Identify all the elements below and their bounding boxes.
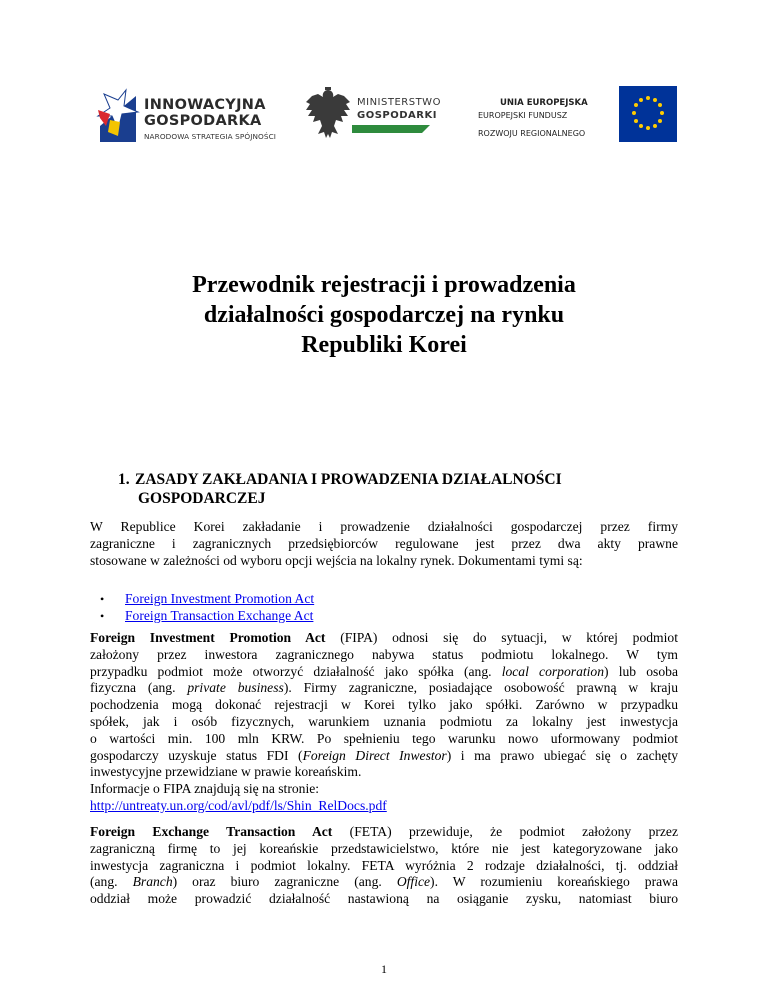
feta-line-1-text: (FETA) przewiduje, że podmiot założony przez (332, 824, 678, 839)
private-business-term: private business (187, 680, 284, 696)
unia-europejska-text: UNIA EUROPEJSKA (500, 98, 588, 108)
intro-line-1: W Republice Korei zakładanie i prowadzenie działalności gospodarczej przez firmy (90, 519, 678, 534)
feta-term: Foreign Exchange Transaction Act (90, 824, 333, 839)
intro-line-2: zagraniczne i zagranicznych przedsiębiorców regulowane jest przez dwa akty prawne (90, 535, 678, 551)
fipa-line-2: założony przez inwestora zagranicznego nabywa status podmiotu lokalnego. W tym (90, 646, 678, 662)
feta-line-5: oddział może prowadzić działalność nastawioną na osiąganie zysku, natomiast biuro (90, 891, 678, 907)
list-item (90, 591, 678, 608)
fipa-line-3-a: przypadku podmiot może otworzyć działalność jako spółka (ang. (90, 663, 502, 679)
fipa-line-4 (90, 680, 678, 697)
ministerstwo-text: MINISTERSTWO (357, 97, 441, 108)
fipa-line-9: inwestycyjne przewidziane w prawie koreańskim. (90, 764, 362, 780)
branch-term: Branch (132, 874, 173, 890)
title-line-1: Przewodnik rejestracji i prowadzenia (192, 272, 576, 298)
fipa-line-3 (90, 664, 678, 681)
feta-line-4 (90, 874, 678, 891)
intro-paragraph (90, 519, 678, 569)
section-number: 1. (118, 471, 130, 488)
innowacyjna-gospodarka-logo (96, 86, 276, 142)
fipa-line-1-text: (FIPA) odnosi się do sytuacji, w której podmiot (325, 630, 678, 645)
fipa-line-8-a: gospodarczy uzyskuje status FDI ( (90, 747, 303, 763)
eagle-emblem-icon (304, 86, 352, 142)
fipa-line-4-b: ). Firmy zagraniczne, posiadające osobowość prawną w kraju (283, 680, 678, 696)
fipa-url-link[interactable]: http://untreaty.un.org/cod/avl/pdf/ls/Shin_RelDocs.pdf (90, 797, 387, 813)
local-corporation-term: local corporation (501, 663, 605, 679)
gospodarka-text: GOSPODARKA (144, 113, 262, 129)
fipa-term: Foreign Investment Promotion Act (90, 630, 326, 645)
office-term: Office (396, 874, 431, 890)
innowacyjna-text: INNOWACYJNA (144, 97, 266, 113)
strategia-text: NARODOWA STRATEGIA SPÓJNOŚCI (144, 132, 277, 141)
fipa-line-8-b: ) i ma prawo ubiegać się o zachęty (446, 747, 679, 763)
feta-line-4-c: ). W rozumieniu koreańskiego prawa (430, 874, 679, 890)
fipa-line-1 (90, 630, 678, 647)
section-heading-line-2: GOSPODARCZEJ (138, 490, 266, 507)
title-line-3: Republiki Korei (301, 332, 467, 358)
fipa-line-4-a: fizyczna (ang. (90, 680, 188, 696)
fipa-line-8 (90, 748, 678, 765)
innowacyjna-gospodarka-emblem (96, 86, 140, 142)
gospodarki-text: GOSPODARKI (357, 110, 437, 121)
feta-line-4-a: (ang. (90, 874, 133, 890)
fipa-line-5: pochodzenia mogą dokonać rejestracji w Korei tylko jako spółki. Zarówno w przypadku (90, 697, 678, 713)
acts-list (90, 591, 678, 625)
green-bar-shape (352, 125, 430, 133)
document-title (0, 270, 768, 360)
bullet-icon: • (100, 592, 105, 606)
list-item (90, 608, 678, 625)
fipa-line-3-b: ) lub osoba (604, 663, 678, 679)
fipa-link[interactable]: Foreign Investment Promotion Act (125, 591, 315, 606)
fdi-term: Foreign Direct Inwestor (302, 747, 447, 763)
feta-line-3: inwestycja zagraniczna i podmiot lokalny. FETA wyróżnia 2 rodzaje działalności, tj. oddział (90, 857, 678, 873)
fundusz-text: EUROPEJSKI FUNDUSZ (478, 111, 568, 120)
eu-flag-icon (619, 86, 677, 142)
ministerstwo-gospodarki-logo (304, 86, 441, 142)
unia-europejska-logo (474, 86, 676, 144)
page-number: 1 (381, 962, 387, 976)
feta-link[interactable]: Foreign Transaction Exchange Act (125, 608, 314, 623)
fipa-paragraph (90, 630, 678, 781)
intro-line-3: stosowane w zależności od wyboru opcji wejścia na lokalny rynek. Dokumentami tymi są: (90, 552, 583, 568)
feta-line-1 (90, 824, 678, 841)
fipa-line-7: o wartości min. 100 mln KRW. Po spełnieniu tego warunku nowo uformowany podmiot (90, 730, 678, 746)
logo-header (0, 80, 768, 150)
bullet-icon: • (100, 609, 105, 623)
title-line-2: działalności gospodarczej na rynku (203, 302, 565, 328)
fipa-info-line: Informacje o FIPA znajdują się na stronie: (90, 781, 320, 796)
feta-paragraph (90, 824, 678, 908)
feta-line-2: zagraniczną firmę to jej koreańskie przedstawicielstwo, które nie jest kategoryzowane jako (90, 840, 678, 856)
fipa-info-paragraph (90, 781, 678, 815)
section-heading-line-1: ZASADY ZAKŁADANIA I PROWADZENIA DZIAŁALNOŚCI (135, 471, 562, 488)
feta-line-4-b: ) oraz biuro zagraniczne (ang. (172, 874, 397, 890)
rozwoju-text: ROZWOJU REGIONALNEGO (478, 129, 586, 138)
fipa-line-6: spółek, jak i osób fizycznych, warunkiem uznania podmiotu za lokalny jest inwestycja (90, 713, 678, 729)
